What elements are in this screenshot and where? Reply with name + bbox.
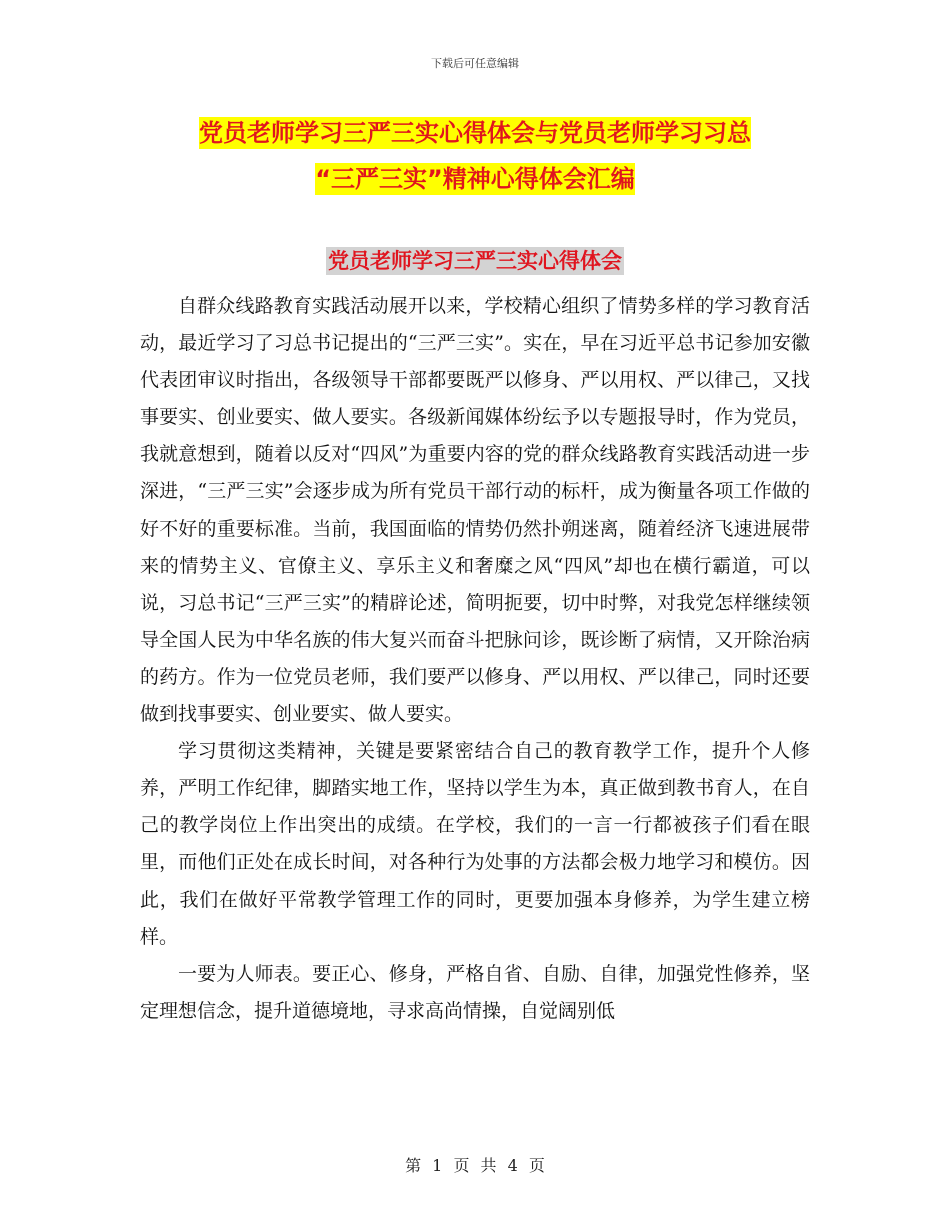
page-header-note: 下载后可任意编辑 <box>431 57 519 70</box>
body-text <box>140 288 810 1030</box>
section-title-text: 党员老师学习三严三实心得体会 <box>328 249 622 273</box>
page-footer: 第 1 页 共 4 页 <box>405 1156 545 1175</box>
paragraph: 一要为人师表。要正心、修身，严格自省、自励、自律，加强党性修养，坚定理想信念，提升道德境地，寻求高尚情操，自觉阔别低 <box>140 962 810 1022</box>
document-title-line-2: “三严三实”精神心得体会汇编 <box>315 165 635 193</box>
paragraph: 学习贯彻这类精神，关键是要紧密结合自己的教育教学工作，提升个人修养，严明工作纪律，脚踏实地工作，坚持以学生为本，真正做到教书育人，在自己的教学岗位上作出突出的成绩。在学校，我们的一言一行都被孩子们看在眼里，而他们正处在成长时间，对各种行为处事的方法都会极力地学习和模仿。因此，我们在做好平常教学管理工作的同时，更要加强本身修养，为学生建立榜样。 <box>140 740 810 948</box>
document-title <box>0 110 950 202</box>
paragraph: 自群众线路教育实践活动展开以来，学校精心组织了情势多样的学习教育活动，最近学习了习总书记提出的“三严三实”。实在，早在习近平总书记参加安徽代表团审议时指出，各级领导干部都要既严以修身、严以用权、严以律己，又找事要实、创业要实、做人要实。各级新闻媒体纷纭予以专题报导时，作为党员，我就意想到，随着以反对“四风”为重要内容的党的群众线路教育实践活动进一步深进，“三严三实”会逐步成为所有党员干部行动的标杆，成为衡量各项工作做的好不好的重要标准。当前，我国面临的情势仍然扑朔迷离，随着经济飞速进展带来的情势主义、官僚主义、享乐主义和奢糜之风“四风”却也在横行霸道，可以说，习总书记“三严三实”的精辟论述，简明扼要，切中时弊，对我党怎样继续领导全国人民为中华名族的伟大复兴而奋斗把脉问诊，既诊断了病情，又开除治病的药方。作为一位党员老师，我们要严以修身、严以用权、严以律己，同时还要做到找事要实、创业要实、做人要实。 <box>140 295 810 726</box>
document-title-line-1: 党员老师学习三严三实心得体会与党员老师学习习总 <box>199 119 751 147</box>
section-title <box>0 243 950 279</box>
